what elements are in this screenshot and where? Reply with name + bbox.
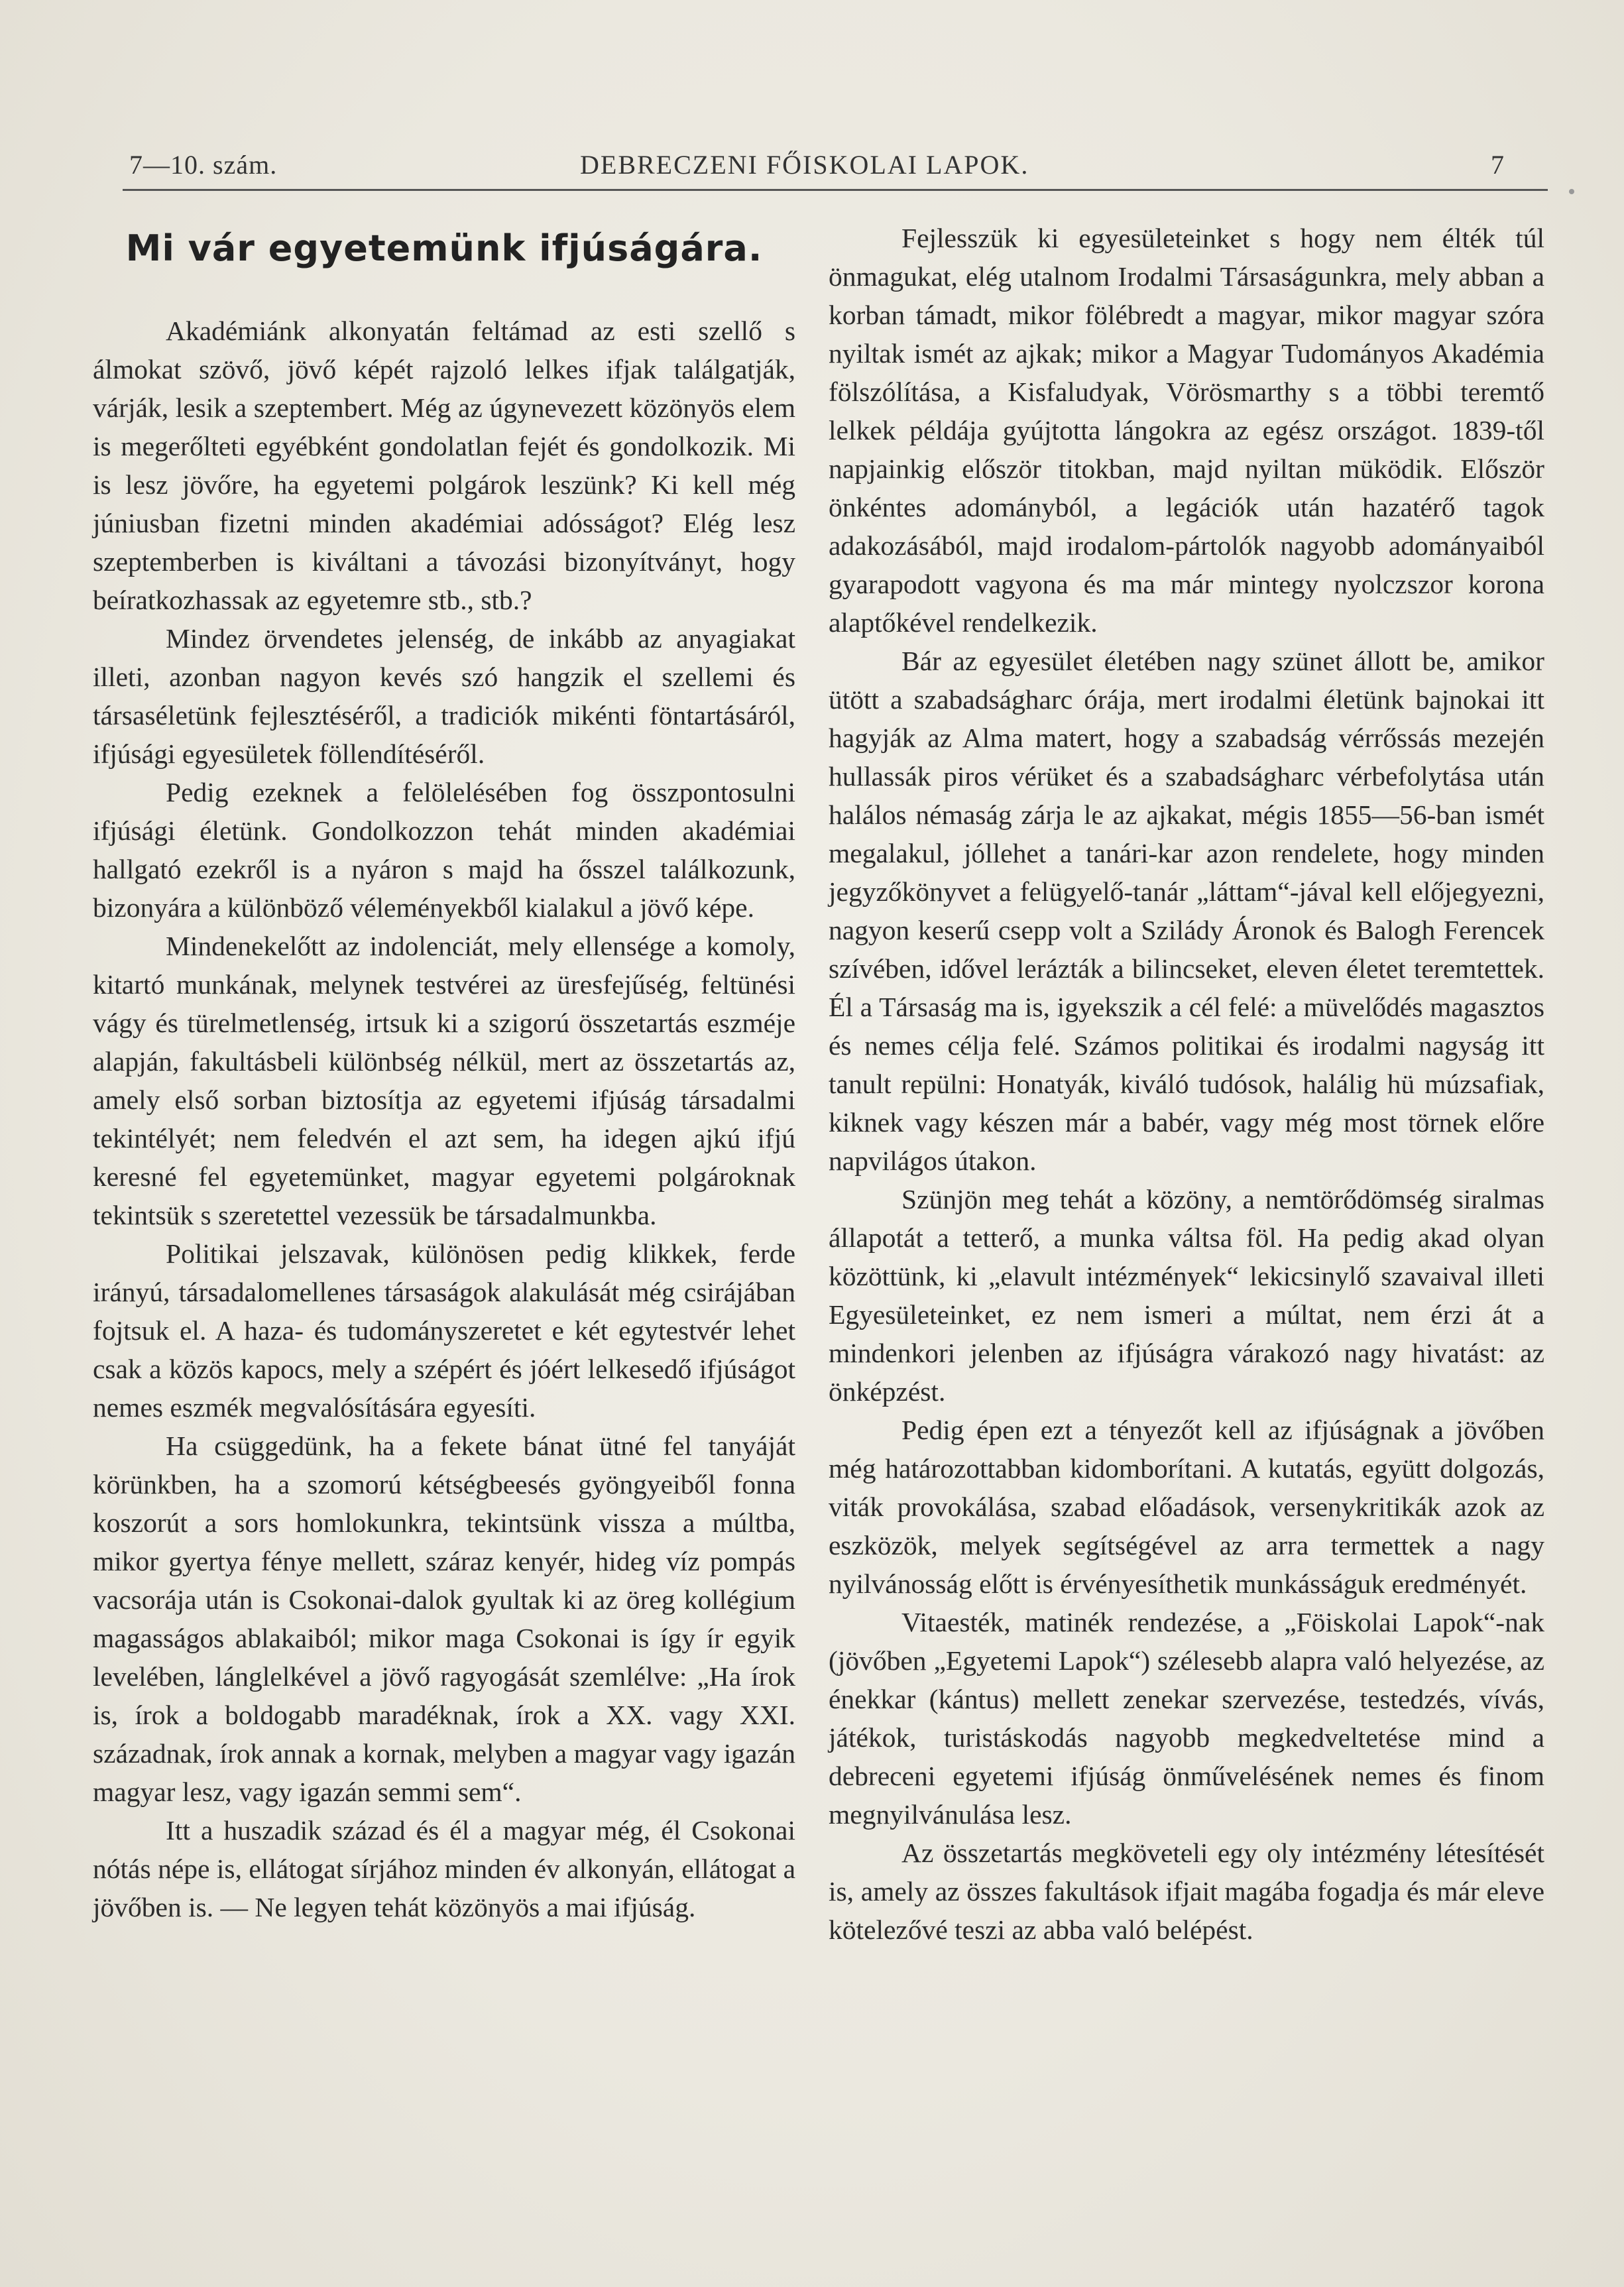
paragraph: Mindez örvendetes jelenség, de inkább az anyagiakat illeti, azonban nagyon kevés szó hangzik el szellemi és társaséletünk fejlesztéséről, a tradiciók mikénti föntartásáról, ifjúsági egyesületek föllendítéséről.: [93, 623, 795, 769]
paragraph: Az összetartás megköveteli egy oly intézmény létesítését is, amely az összes fakultások ifjait magába fogadja és már eleve kötelezővé teszi az abba való belépést.: [829, 1838, 1544, 1945]
paragraph: Pedig épen ezt a tényezőt kell az ifjúságnak a jövőben még határozottabban kidomborítani. A kutatás, együtt dolgozás, viták provokálása, szabad előadások, versenykritikák azok az eszközök, melyek segítségével az arra termettek a nagy nyilvánosság előtt is érvényesíthetik munkásságuk eredményét.: [829, 1415, 1544, 1599]
paragraph: Bár az egyesület életében nagy szünet állott be, amikor ütött a szabadságharc órája, mert irodalmi életünk bajnokai itt hagyják az Alma matert, hogy a szabadság vérrőssás mezején hullassák piros vérüket és a szabadságharc vérbefolytása után halálos némaság zárja le az ajkakat, mégis 1855—56-ban ismét megalakul, jóllehet a tanári-kar azon rendelete, hogy minden jegyzőkönyvet a felügyelő-tanár „láttam“-jával kell előjegyezni, nagyon keserű csepp volt a Szilády Áronok és Balogh Ferencek szívében, idővel lerázták a bilincseket, eleven életet teremtettek. Él a Társaság ma is, igyekszik a cél felé: a müvelődés magasztos és nemes célja felé. Számos politikai és irodalmi nagyság itt tanult repülni: Honatyák, kiváló tudósok, halálig hü múzsafiak, kiknek vagy készen már a babér, vagy még most törnek előre napvilágos útakon.: [829, 646, 1544, 1176]
article-title: Mi vár egyetemünk ifjúságára.: [125, 227, 763, 269]
left-column: [93, 219, 795, 1926]
paragraph: Itt a huszadik század és él a magyar még, él Csokonai nótás népe is, ellátogat sírjához minden év alkonyán, ellátogat a jövőben is. — Ne legyen tehát közönyös a mai ifjúság.: [93, 1815, 795, 1922]
ink-speck: [1569, 189, 1574, 194]
header-rule: [123, 189, 1548, 191]
paragraph: Ha csüggedünk, ha a fekete bánat ütné fel tanyáját körünkben, ha a szomorú kétségbeesés gyöngyeiből fonna koszorút a sors homlokunkra, tekintsünk vissza a múltba, mikor gyertya fénye mellett, száraz kenyér, hideg víz pompás vacsorája után is Csokonai-dalok gyultak ki az öreg kollégium magasságos ablakaiból; mikor maga Csokonai is így ír egyik levelében, lánglelkével a jövő ragyogását szemlélve: „Ha írok is, írok a boldogabb maradéknak, írok a XX. vagy XXI. századnak, írok annak a kornak, melyben a magyar vagy igazán magyar lesz, vagy igazán semmi sem“.: [93, 1431, 795, 1807]
right-column: [829, 219, 1544, 1949]
paragraph: Fejlesszük ki egyesületeinket s hogy nem élték túl önmagukat, elég utalnom Irodalmi Társaságunkra, mely abban a korban támadt, mikor fölébredt a magyar, mikor magyar szóra nyiltak ismét az ajkak; mikor a Magyar Tudományos Akadémia fölszólítása, a Kisfaludyak, Vörösmarthy s a többi teremtő lelkek példája gyújtotta lángokra az egész országot. 1839-től napjainkig először titokban, majd nyiltan müködik. Először önkéntes adományból, a legációk után hazatérő tagok adakozásából, majd irodalom-pártolók nagyobb adományaiból gyarapodott vagyona és ma már mintegy nyolczszor korona alaptőkével rendelkezik.: [829, 223, 1544, 638]
paragraph: Pedig ezeknek a felölelésében fog összpontosulni ifjúsági életünk. Gondolkozzon tehát minden akadémiai hallgató ezekről is a nyáron s majd ha ősszel találkozunk, bizonyára a különböző véleményekből kialakul a jövő képe.: [93, 777, 795, 923]
paragraph: Akadémiánk alkonyatán feltámad az esti szellő s álmokat szövő, jövő képét rajzoló lelkes ifjak találgatják, várják, lesik a szeptembert. Még az úgynevezett közönyös elem is megerőlteti egyébként gondolatlan fejét és gondolkozik. Mi is lesz jövőre, ha egyetemi polgárok leszünk? Ki kell még júniusban fizetni minden akadémiai adósságot? Elég lesz szeptemberben is kiváltani a távozási bizonyítványt, hogy beíratkozhassak az egyetemre stb., stb.?: [93, 316, 795, 615]
page-number: 7: [1491, 150, 1505, 180]
paragraph: Vitaesték, matinék rendezése, a „Föiskolai Lapok“-nak (jövőben „Egyetemi Lapok“) szélesebb alapra való helyezése, az énekkar (kántus) mellett zenekar szervezése, testedzés, vívás, játékok, turistáskodás nagyobb megkedveltetése mind a debreceni egyetemi ifjúság önművelésének nemes és finom megnyilvánulása lesz.: [829, 1607, 1544, 1830]
issue-number: 7—10. szám.: [129, 150, 278, 180]
paragraph: Mindenekelőtt az indolenciát, mely ellensége a komoly, kitartó munkának, melynek testvérei az üresfejűség, feltünési vágy és türelmetlenség, irtsuk ki a szigorú összetartás eszméje alapján, fakultásbeli különbség nélkül, mert az összetartás az, amely első sorban biztosítja az egyetemi ifjúság társadalmi tekintélyét; nem feledvén el azt sem, ha idegen ajkú ifjú keresné fel egyetemünket, magyar egyetemi polgároknak tekintsük s szeretettel vezessük be társadalmunkba.: [93, 931, 795, 1230]
paragraph: Politikai jelszavak, különösen pedig klikkek, ferde irányú, társadalomellenes társaságok alakulását még csirájában fojtsuk el. A haza- és tudományszeretet e két egytestvér lehet csak a közös kapocs, mely a szépért és jóért lelkesedő ifjúságot nemes eszmék megvalósítására egyesíti.: [93, 1238, 795, 1423]
page-header: [129, 149, 1505, 189]
paragraph: Szünjön meg tehát a közöny, a nemtörődömség siralmas állapotát a tetterő, a munka váltsa föl. Ha pedig akad olyan közöttünk, ki „elavult intézmények“ lekicsinylő szavaival illeti Egyesületeinket, ez nem ismeri a múltat, nem érzi át a mindenkori jelenben az ifjúságra várakozó nagy hivatást: az önképzést.: [829, 1184, 1544, 1407]
journal-title: DEBRECZENI FŐISKOLAI LAPOK.: [580, 150, 1029, 180]
